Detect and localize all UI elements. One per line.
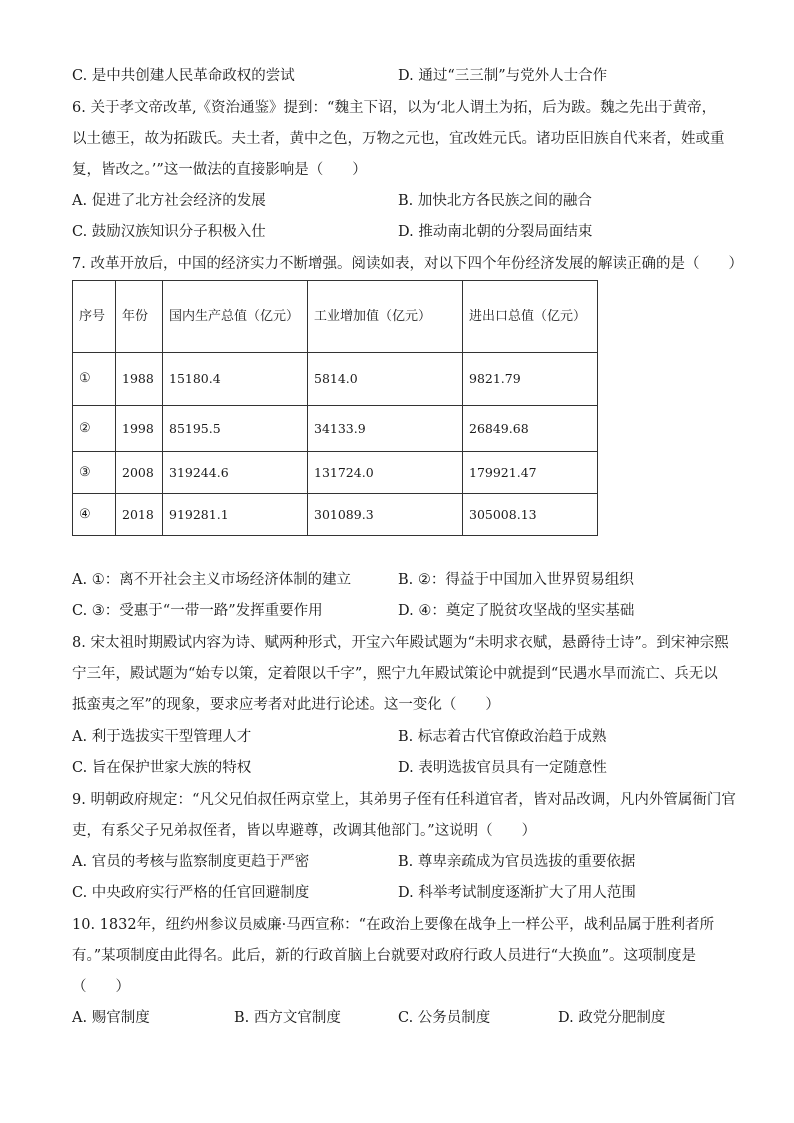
cell-industry: 131724.0 — [308, 452, 463, 494]
cell-index: ③ — [73, 452, 116, 494]
q7-stem: 7. 改革开放后，中国的经济实力不断增强。阅读如表，对以下四个年份经济发展的解读正确的是（ ） — [72, 256, 743, 272]
q9-option-b: B. 尊卑亲疏成为官员选拔的重要依据 — [398, 854, 636, 870]
q6-stem-line-1: 6. 关于孝文帝改革,《资治通鉴》提到：“魏主下诏，以为‘北人谓土为拓，后为跋。魏之先出于黄帝， — [72, 100, 717, 116]
q6-stem-line-3: 复，皆改之。’”这一做法的直接影响是（ ） — [72, 162, 367, 178]
cell-industry: 34133.9 — [308, 406, 463, 452]
cell-year: 2008 — [116, 452, 163, 494]
q8-option-b: B. 标志着古代官僚政治趋于成熟 — [398, 729, 607, 745]
q10-stem-line-1: 10. 1832年，纽约州参议员威廉·马西宣称：“在政治上要像在战争上一样公平，战利品属于胜利者所 — [72, 917, 715, 933]
header-gdp: 国内生产总值（亿元） — [163, 281, 308, 353]
cell-gdp: 15180.4 — [163, 353, 308, 406]
header-index: 序号 — [73, 281, 116, 353]
cell-industry: 5814.0 — [308, 353, 463, 406]
q10-option-a: A. 赐官制度 — [72, 1010, 150, 1026]
q10-stem-line-2: 有。”某项制度由此得名。此后，新的行政首脑上台就要对政府行政人员进行“大换血”。这项制度是 — [72, 948, 696, 964]
q9-option-a: A. 官员的考核与监察制度更趋于严密 — [72, 854, 310, 870]
header-year: 年份 — [116, 281, 163, 353]
table-header-row — [73, 281, 598, 353]
q9-option-c: C. 中央政府实行严格的任官回避制度 — [72, 885, 310, 901]
q10-stem-line-3: （ ） — [72, 979, 130, 995]
q10-option-b: B. 西方文官制度 — [234, 1010, 341, 1026]
cell-trade: 9821.79 — [463, 353, 598, 406]
q9-stem-line-1: 9. 明朝政府规定：“凡父兄伯叔任两京堂上，其弟男子侄有任科道官者，皆对品改调，凡内外管属衙门官 — [72, 792, 736, 808]
table-row — [73, 494, 598, 536]
cell-trade: 26849.68 — [463, 406, 598, 452]
q10-option-d: D. 政党分肥制度 — [558, 1010, 666, 1026]
cell-industry: 301089.3 — [308, 494, 463, 536]
q8-stem-line-1: 8. 宋太祖时期殿试内容为诗、赋两种形式，开宝六年殿试题为“未明求衣赋，悬爵待士诗”。到宋神宗熙 — [72, 635, 729, 651]
cell-index: ① — [73, 353, 116, 406]
cell-year: 1988 — [116, 353, 163, 406]
cell-gdp: 319244.6 — [163, 452, 308, 494]
q7-option-a: A. ①：离不开社会主义市场经济体制的建立 — [72, 572, 352, 588]
q7-option-b: B. ②：得益于中国加入世界贸易组织 — [398, 572, 634, 588]
q8-option-d: D. 表明选拔官员具有一定随意性 — [398, 760, 607, 776]
cell-year: 1998 — [116, 406, 163, 452]
cell-index: ④ — [73, 494, 116, 536]
header-industry: 工业增加值（亿元） — [308, 281, 463, 353]
q8-stem-line-3: 抵蛮夷之军”的现象，要求应考者对此进行论述。这一变化（ ） — [72, 697, 500, 713]
economy-table — [72, 280, 598, 536]
q7-option-c: C. ③：受惠于“一带一路”发挥重要作用 — [72, 603, 323, 619]
q9-option-d: D. 科举考试制度逐渐扩大了用人范围 — [398, 885, 636, 901]
q6-option-a: A. 促进了北方社会经济的发展 — [72, 193, 266, 209]
cell-trade: 305008.13 — [463, 494, 598, 536]
cell-year: 2018 — [116, 494, 163, 536]
cell-gdp: 919281.1 — [163, 494, 308, 536]
q8-option-a: A. 利于选拔实干型管理人才 — [72, 729, 252, 745]
cell-index: ② — [73, 406, 116, 452]
header-trade: 进出口总值（亿元） — [463, 281, 598, 353]
q5-option-c: C. 是中共创建人民革命政权的尝试 — [72, 68, 295, 84]
q6-stem-line-2: 以土德王，故为拓跋氏。夫土者，黄中之色，万物之元也，宜改姓元氏。诸功臣旧族自代来者，姓或重 — [72, 131, 725, 147]
q5-option-d: D. 通过“三三制”与党外人士合作 — [398, 68, 608, 84]
cell-gdp: 85195.5 — [163, 406, 308, 452]
q9-stem-line-2: 吏，有系父子兄弟叔侄者，皆以卑避尊，改调其他部门。”这说明（ ） — [72, 823, 537, 839]
q10-option-c: C. 公务员制度 — [398, 1010, 491, 1026]
q6-option-b: B. 加快北方各民族之间的融合 — [398, 193, 592, 209]
q8-stem-line-2: 宁三年，殿试题为“始专以策，定着限以千字”，熙宁九年殿试策论中就提到“民遇水旱而流亡、兵无以 — [72, 666, 718, 682]
q7-option-d: D. ④：奠定了脱贫攻坚战的坚实基础 — [398, 603, 635, 619]
table-row — [73, 353, 598, 406]
q6-option-c: C. 鼓励汉族知识分子积极入仕 — [72, 224, 266, 240]
q6-option-d: D. 推动南北朝的分裂局面结束 — [398, 224, 593, 240]
table-row — [73, 452, 598, 494]
q8-option-c: C. 旨在保护世家大族的特权 — [72, 760, 252, 776]
table-row — [73, 406, 598, 452]
cell-trade: 179921.47 — [463, 452, 598, 494]
